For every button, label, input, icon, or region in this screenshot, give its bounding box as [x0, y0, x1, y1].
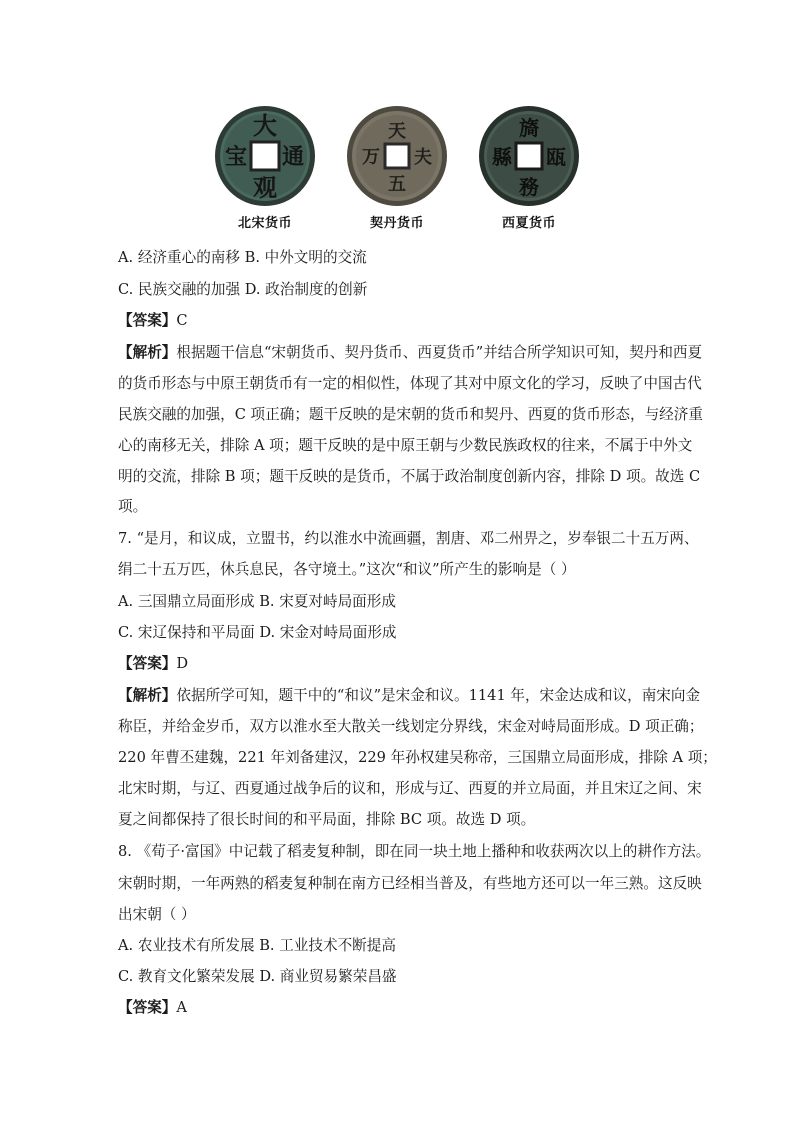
q7-options-ab: A. 三国鼎立局面形成 B. 宋夏对峙局面形成: [118, 593, 396, 610]
svg-text:观: 观: [253, 173, 277, 202]
coin-khitan: [342, 104, 452, 231]
q6-analysis-line: 民族交融的加强，C 项正确；题干反映的是宋朝的货币和契丹、西夏的货币形态，与经济重: [118, 406, 703, 423]
q7-analysis-line: 【解析】依据所学可知，题干中的“和议”是宋金和议。1141 年，宋金达成和议，南宋向金: [118, 687, 701, 704]
answer-label: 【答案】: [118, 999, 177, 1016]
coin-caption-northern-song: 北宋货币: [237, 216, 292, 231]
coin-caption-khitan: 契丹货币: [369, 216, 424, 231]
northern-song-coin-image: [213, 104, 317, 208]
q8-options-cd: C. 教育文化繁荣发展 D. 商业贸易繁荣昌盛: [118, 968, 397, 985]
answer-label: 【答案】: [118, 655, 177, 672]
q6-answer: [118, 311, 678, 331]
svg-text:大: 大: [253, 111, 277, 140]
q6-analysis-line: 的货币形态与中原王朝货币有一定的相似性，体现了其对中原文化的学习，反映了中国古代: [118, 375, 702, 392]
q8-stem-line: 宋朝时期，一年两熟的稻麦复种制在南方已经相当普及，有些地方还可以一年三熟。这反映: [118, 875, 702, 892]
svg-text:旖: 旖: [519, 116, 539, 140]
q8-answer: [118, 998, 678, 1018]
q7-analysis-line: 称臣，并给金岁币，双方以淮水至大散关一线划定分界线，宋金对峙局面形成。D 项正确；: [118, 718, 704, 735]
q6-analysis-line: 心的南移无关，排除 A 项；题干反映的是中原王朝与少数民族政权的往来，不属于中外文: [118, 437, 693, 454]
answer-value: D: [176, 655, 189, 672]
answer-value: A: [176, 999, 187, 1016]
svg-text:天: 天: [388, 121, 406, 142]
svg-text:縣: 縣: [492, 145, 512, 169]
q8-options-ab: A. 农业技术有所发展 B. 工业技术不断提高: [118, 937, 396, 954]
svg-text:夫: 夫: [414, 147, 432, 168]
q6-analysis-line: 明的交流，排除 B 项；题干反映的是货币，不属于政治制度创新内容，排除 D 项。故选 C: [118, 468, 701, 485]
svg-text:瓯: 瓯: [546, 145, 566, 169]
q6-analysis-line: 【解析】根据题干信息“宋朝货币、契丹货币、西夏货币”并结合所学知识可知，契丹和西夏: [118, 344, 703, 361]
q7-options-cd: C. 宋辽保持和平局面 D. 宋金对峙局面形成: [118, 624, 397, 641]
q6-options-ab: A. 经济重心的南移 B. 中外文明的交流: [118, 249, 367, 266]
q7-answer: [118, 654, 678, 674]
khitan-coin-image: [345, 104, 449, 208]
svg-text:通: 通: [281, 144, 305, 170]
answer-label: 【答案】: [118, 312, 177, 329]
q6-analysis-line: 项。: [118, 498, 148, 515]
svg-text:五: 五: [388, 174, 406, 195]
q7-stem-line: 绢二十五万匹，休兵息民，各守境土。”这次“和议”所产生的影响是（ ）: [118, 561, 576, 578]
svg-text:宝: 宝: [224, 144, 248, 170]
answer-value: C: [176, 312, 188, 329]
q7-analysis-line: 夏之间都保持了很长时间的和平局面，排除 BC 项。故选 D 项。: [118, 811, 536, 828]
analysis-label: 【解析】: [118, 687, 177, 704]
q7-analysis-line: 北宋时期，与辽、西夏通过战争后的议和，形成与辽、西夏的并立局面，并且宋辽之间、宋: [118, 780, 702, 797]
western-xia-coin-image: [477, 104, 581, 208]
svg-text:務: 務: [519, 175, 539, 199]
coin-northern-song: [210, 104, 320, 231]
coin-figure: [210, 104, 590, 234]
coin-western-xia: [474, 104, 584, 231]
q8-stem-line: 出宋朝（ ）: [118, 906, 196, 923]
q8-stem-line: 8. 《荀子·富国》中记载了稻麦复种制，即在同一块土地上播种和收获两次以上的耕作方法。: [118, 843, 711, 860]
q7-stem-line: 7. “是月，和议成，立盟书，约以淮水中流画疆，割唐、邓二州畀之，岁奉银二十五万两、: [118, 530, 699, 547]
svg-text:万: 万: [362, 147, 380, 168]
q6-options-cd: C. 民族交融的加强 D. 政治制度的创新: [118, 281, 368, 298]
analysis-label: 【解析】: [118, 344, 177, 361]
q7-analysis-line: 220 年曹丕建魏，221 年刘备建汉，229 年孙权建吴称帝，三国鼎立局面形成，排除 A 项；: [118, 749, 717, 766]
coin-caption-western-xia: 西夏货币: [501, 216, 556, 231]
